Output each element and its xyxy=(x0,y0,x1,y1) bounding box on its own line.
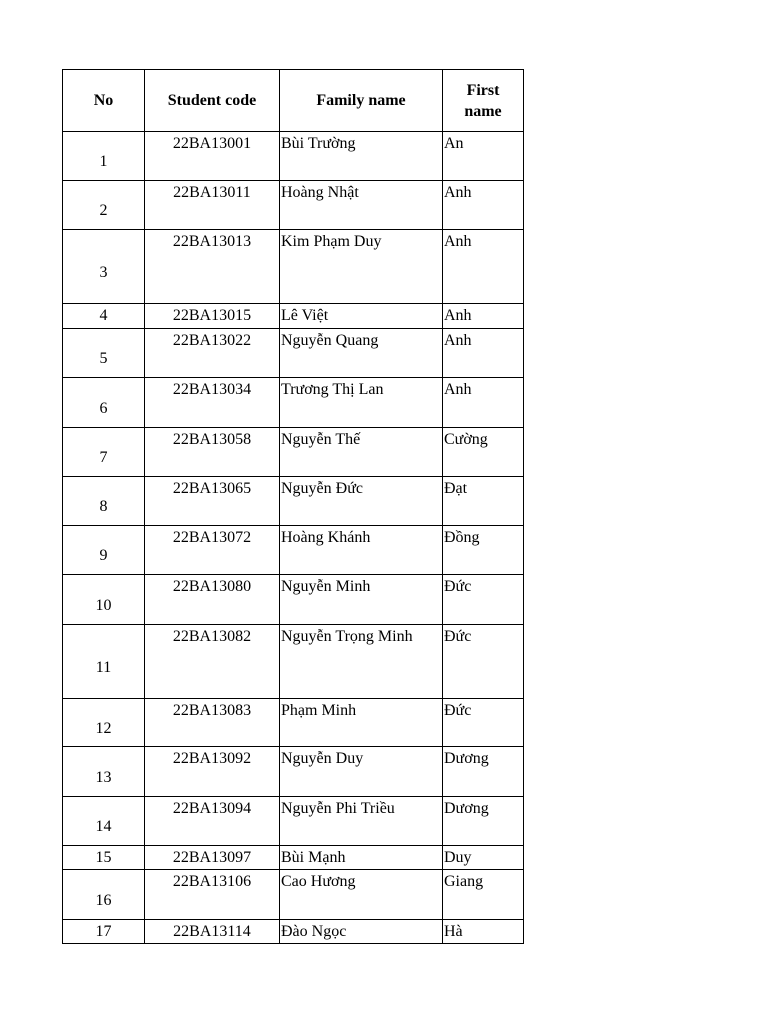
table-row xyxy=(63,230,524,304)
cell-student-code: 22BA13094 xyxy=(145,797,280,846)
cell-no xyxy=(63,378,145,428)
cell-family-name: Đào Ngọc xyxy=(280,920,443,944)
cell-family-name: Kim Phạm Duy xyxy=(280,230,443,304)
cell-no-text: 2 xyxy=(99,202,108,219)
cell-family-name: Bùi Trường xyxy=(280,132,443,181)
table-row xyxy=(63,846,524,870)
table-row xyxy=(63,747,524,797)
cell-first-name: Duy xyxy=(443,846,524,870)
cell-family-name: Hoàng Khánh xyxy=(280,526,443,575)
cell-family-name: Lê Việt xyxy=(280,304,443,329)
cell-first-name: Anh xyxy=(443,304,524,329)
cell-student-code: 22BA13106 xyxy=(145,870,280,920)
cell-no xyxy=(63,747,145,797)
cell-family-name: Nguyễn Thế xyxy=(280,428,443,477)
cell-no xyxy=(63,132,145,181)
cell-no-text: 13 xyxy=(95,768,112,786)
cell-no-text: 11 xyxy=(95,658,112,676)
table-row xyxy=(63,477,524,526)
cell-no-text: 7 xyxy=(99,449,108,466)
cell-no xyxy=(63,477,145,526)
cell-student-code: 22BA13082 xyxy=(145,625,280,699)
student-table xyxy=(62,69,524,944)
cell-no-text: 4 xyxy=(99,307,108,324)
cell-first-name: Dương xyxy=(443,747,524,797)
cell-first-name: Đức xyxy=(443,575,524,625)
cell-student-code: 22BA13013 xyxy=(145,230,280,304)
cell-family-name: Nguyễn Trọng Minh xyxy=(280,625,443,699)
cell-family-name: Cao Hương xyxy=(280,870,443,920)
table-row xyxy=(63,625,524,699)
cell-first-name: Anh xyxy=(443,230,524,304)
table-row xyxy=(63,797,524,846)
header-family-name: Family name xyxy=(280,70,443,132)
cell-family-name: Nguyễn Minh xyxy=(280,575,443,625)
cell-no xyxy=(63,526,145,575)
cell-family-name: Nguyễn Quang xyxy=(280,329,443,378)
cell-student-code: 22BA13097 xyxy=(145,846,280,870)
cell-no-text: 12 xyxy=(95,719,112,737)
cell-no-text: 16 xyxy=(95,891,112,909)
cell-first-name: Dương xyxy=(443,797,524,846)
cell-student-code: 22BA13058 xyxy=(145,428,280,477)
table-row xyxy=(63,329,524,378)
table-row xyxy=(63,575,524,625)
cell-first-name: Anh xyxy=(443,329,524,378)
cell-family-name: Nguyễn Đức xyxy=(280,477,443,526)
cell-no xyxy=(63,870,145,920)
cell-no xyxy=(63,428,145,477)
cell-no xyxy=(63,625,145,699)
table-row xyxy=(63,920,524,944)
cell-first-name: Giang xyxy=(443,870,524,920)
cell-family-name: Trương Thị Lan xyxy=(280,378,443,428)
cell-student-code: 22BA13080 xyxy=(145,575,280,625)
cell-no-text: 5 xyxy=(99,350,108,367)
table-row xyxy=(63,699,524,747)
cell-student-code: 22BA13011 xyxy=(145,181,280,230)
table-row xyxy=(63,428,524,477)
cell-no-text: 10 xyxy=(95,596,112,614)
table-row xyxy=(63,378,524,428)
header-no: No xyxy=(63,70,145,132)
table-row xyxy=(63,870,524,920)
cell-first-name: Hà xyxy=(443,920,524,944)
header-student-code: Student code xyxy=(145,70,280,132)
cell-first-name: Anh xyxy=(443,181,524,230)
cell-student-code: 22BA13083 xyxy=(145,699,280,747)
cell-no xyxy=(63,797,145,846)
cell-no-text: 8 xyxy=(99,498,108,515)
cell-student-code: 22BA13065 xyxy=(145,477,280,526)
cell-student-code: 22BA13034 xyxy=(145,378,280,428)
cell-no xyxy=(63,304,145,329)
cell-student-code: 22BA13072 xyxy=(145,526,280,575)
cell-no-text: 6 xyxy=(99,399,108,417)
cell-student-code: 22BA13114 xyxy=(145,920,280,944)
cell-no xyxy=(63,920,145,944)
cell-no-text: 9 xyxy=(99,547,108,564)
cell-first-name: An xyxy=(443,132,524,181)
cell-no xyxy=(63,846,145,870)
cell-no-text: 17 xyxy=(95,922,112,940)
cell-family-name: Hoàng Nhật xyxy=(280,181,443,230)
table-row xyxy=(63,132,524,181)
cell-student-code: 22BA13092 xyxy=(145,747,280,797)
cell-family-name: Nguyễn Phi Triều xyxy=(280,797,443,846)
cell-family-name: Phạm Minh xyxy=(280,699,443,747)
table-row xyxy=(63,304,524,329)
cell-no xyxy=(63,230,145,304)
cell-no xyxy=(63,699,145,747)
cell-no xyxy=(63,575,145,625)
cell-first-name: Đức xyxy=(443,699,524,747)
cell-no xyxy=(63,181,145,230)
cell-student-code: 22BA13001 xyxy=(145,132,280,181)
cell-family-name: Bùi Mạnh xyxy=(280,846,443,870)
cell-no-text: 1 xyxy=(99,153,108,170)
cell-family-name: Nguyễn Duy xyxy=(280,747,443,797)
cell-first-name: Anh xyxy=(443,378,524,428)
header-row xyxy=(63,70,524,132)
cell-no-text: 14 xyxy=(95,818,112,835)
cell-first-name: Cường xyxy=(443,428,524,477)
cell-no xyxy=(63,329,145,378)
cell-no-text: 3 xyxy=(99,263,108,281)
cell-first-name: Đồng xyxy=(443,526,524,575)
cell-first-name: Đạt xyxy=(443,477,524,526)
table-row xyxy=(63,526,524,575)
cell-first-name: Đức xyxy=(443,625,524,699)
cell-student-code: 22BA13015 xyxy=(145,304,280,329)
cell-student-code: 22BA13022 xyxy=(145,329,280,378)
header-first-name: First name xyxy=(443,70,524,132)
table-row xyxy=(63,181,524,230)
cell-no-text: 15 xyxy=(95,848,112,866)
table-body xyxy=(63,132,524,944)
